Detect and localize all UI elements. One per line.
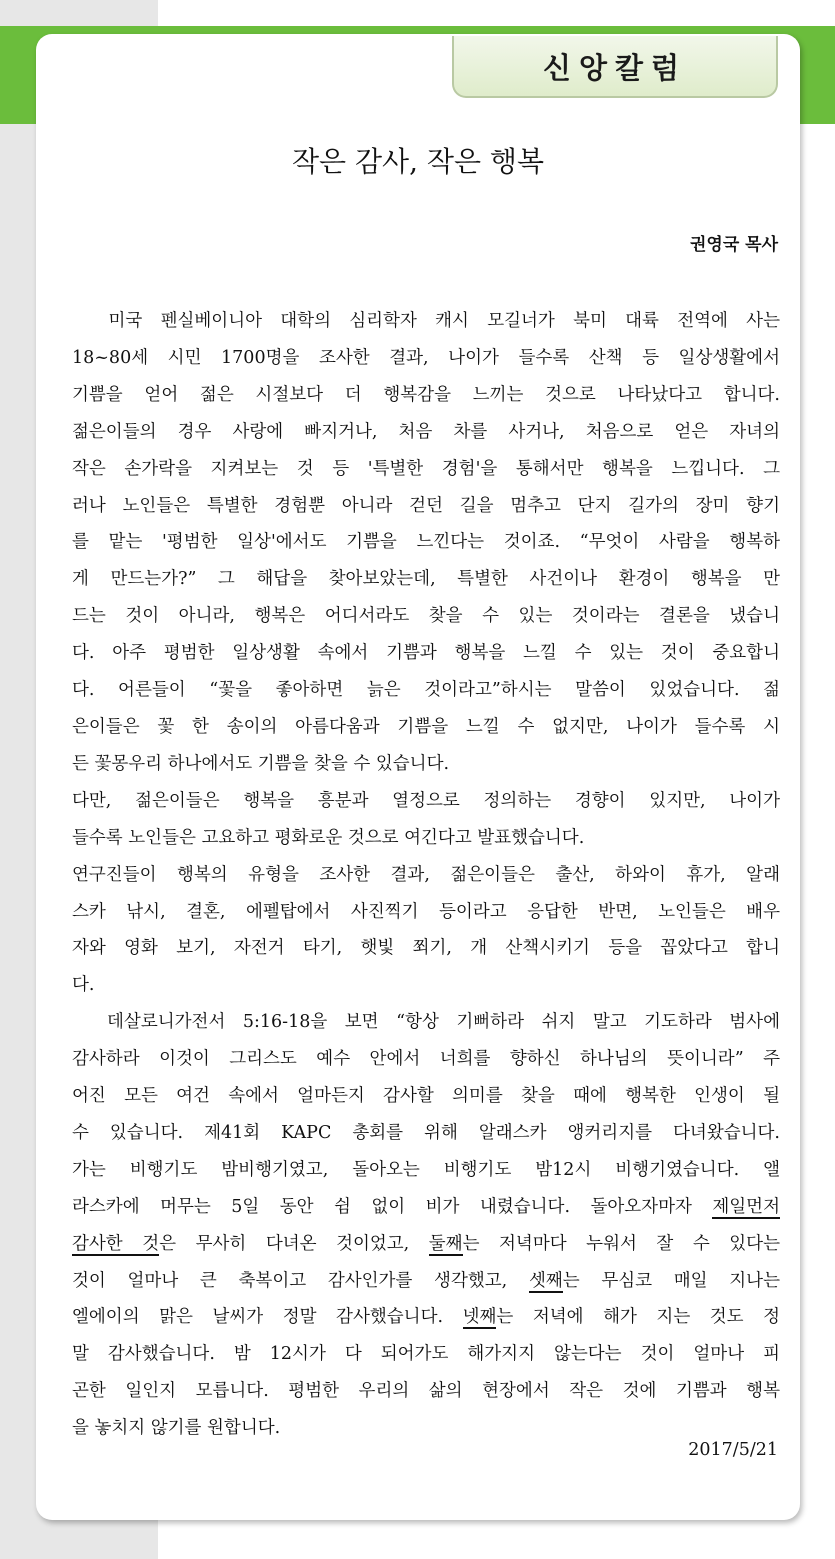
body-segment: 은 무사히 다녀온 것이었고, (159, 1233, 410, 1254)
section-tab (452, 36, 778, 98)
body-segment: 는 저녁에 해가 지는 것도 정 (496, 1307, 780, 1328)
body-line: 드는 것이 아니라, 행복은 어디서라도 찾을 수 있는 것이라는 결론을 냈습니 (72, 606, 780, 627)
body-line: 들수록 노인들은 고요하고 평화로운 것으로 여긴다고 발표했습니다. (72, 827, 585, 848)
body-line: 가는 비행기도 밤비행기였고, 돌아오는 비행기도 밤12시 비행기였습니다. 앨 (72, 1159, 780, 1180)
body-line: 연구진들이 행복의 유형을 조사한 결과, 젊은이들은 출산, 하와이 휴가, 알래 (72, 864, 780, 885)
body-line: 미국 펜실베이니아 대학의 심리학자 캐시 모길너가 북미 대륙 전역에 사는 (72, 311, 780, 331)
body-line: 다. (72, 975, 95, 996)
body-line (72, 1189, 780, 1226)
section-label: 신앙칼럼 (542, 50, 688, 85)
underlined-fourth: 넷째 (462, 1307, 497, 1328)
body-line: 게 만드는가?” 그 해답을 찾아보았는데, 특별한 사건이나 환경이 행복을 만 (72, 569, 780, 590)
body-line: 감사하라 이것이 그리스도 예수 안에서 너희를 향하신 하나님의 뜻이니라” 주 (72, 1049, 780, 1070)
body-segment: 는 저녁마다 누워서 잘 수 있다는 (462, 1233, 780, 1254)
body-line: 든 꽃몽우리 하나에서도 기쁨을 찾을 수 있습니다. (72, 753, 450, 774)
body-line: 스카 낚시, 결혼, 에펠탑에서 사진찍기 등이라고 응답한 반면, 노인들은 배우 (72, 901, 780, 922)
body-line: 곤한 일인지 모릅니다. 평범한 우리의 삶의 현장에서 작은 것에 기쁨과 행복 (72, 1381, 780, 1402)
body-segment: 라스카에 머무는 5일 동안 쉼 없이 비가 내렸습니다. 돌아오자마자 (72, 1196, 692, 1217)
underlined-second: 둘째 (428, 1233, 463, 1254)
article-author: 권영국 목사 (689, 235, 778, 255)
body-segment: 엘에이의 맑은 날씨가 정말 감사했습니다. (72, 1307, 444, 1328)
article-date: 2017/5/21 (688, 1440, 778, 1460)
body-line: 자와 영화 보기, 자전거 타기, 햇빛 쬐기, 개 산책시키기 등을 꼽았다고 합니 (72, 938, 780, 959)
underlined-first-b: 감사한 것 (72, 1233, 160, 1254)
body-line: 기쁨을 얻어 젊은 시절보다 더 행복감을 느끼는 것으로 나타났다고 합니다. (72, 384, 780, 405)
body-line: 다. 어른들이 “꽃을 좋아하면 늙은 것이라고”하시는 말씀이 있었습니다. 젊 (72, 680, 780, 701)
body-line: 다. 아주 평범한 일상생활 속에서 기쁨과 행복을 느낄 수 있는 것이 중요합니 (72, 643, 780, 664)
body-line: 을 놓치지 않기를 원합니다. (72, 1418, 281, 1439)
body-line: 를 맡는 '평범한 일상'에서도 기쁨을 느낀다는 것이죠. “무엇이 사람을 행복하 (72, 532, 780, 553)
body-line: 작은 손가락을 지켜보는 것 등 '특별한 경험'을 통해서만 행복을 느낍니다. 그 (72, 458, 780, 479)
body-line: 말 감사했습니다. 밤 12시가 다 되어가도 해가지지 않는다는 것이 얼마나 피 (72, 1344, 780, 1365)
body-line: 어진 모든 여건 속에서 얼마든지 감사할 의미를 찾을 때에 행복한 인생이 될 (72, 1086, 780, 1107)
body-line: 은이들은 꽃 한 송이의 아름다움과 기쁨을 느낄 수 없지만, 나이가 들수록 시 (72, 716, 780, 737)
body-segment: 것이 얼마나 큰 축복이고 감사인가를 생각했고, (72, 1270, 508, 1291)
body-line: 러나 노인들은 특별한 경험뿐 아니라 걷던 길을 멈추고 단지 길가의 장미 향기 (72, 495, 780, 516)
body-line (72, 1263, 780, 1300)
body-line: 18~80세 시민 1700명을 조사한 결과, 나이가 들수록 산책 등 일상생활에서 (72, 347, 780, 368)
article-body (72, 303, 780, 1447)
underlined-third: 셋째 (528, 1270, 563, 1291)
body-line (72, 1299, 780, 1336)
article-title: 작은 감사, 작은 행복 (292, 145, 544, 178)
body-line: 다만, 젊은이들은 행복을 흥분과 열정으로 정의하는 경향이 있지만, 나이가 (72, 790, 780, 811)
body-segment: 는 무심코 매일 지나는 (562, 1270, 780, 1291)
body-line: 데살로니가전서 5:16-18을 보면 “항상 기뻐하라 쉬지 말고 기도하라 범사에 (72, 1012, 780, 1033)
body-line (72, 1226, 780, 1263)
body-line: 젊은이들의 경우 사랑에 빠지거나, 처음 차를 사거나, 처음으로 얻은 자녀의 (72, 421, 780, 442)
body-line: 수 있습니다. 제41회 KAPC 총회를 위해 알래스카 앵커리지를 다녀왔습니다. (72, 1122, 780, 1143)
underlined-first-a: 제일먼저 (712, 1196, 780, 1217)
